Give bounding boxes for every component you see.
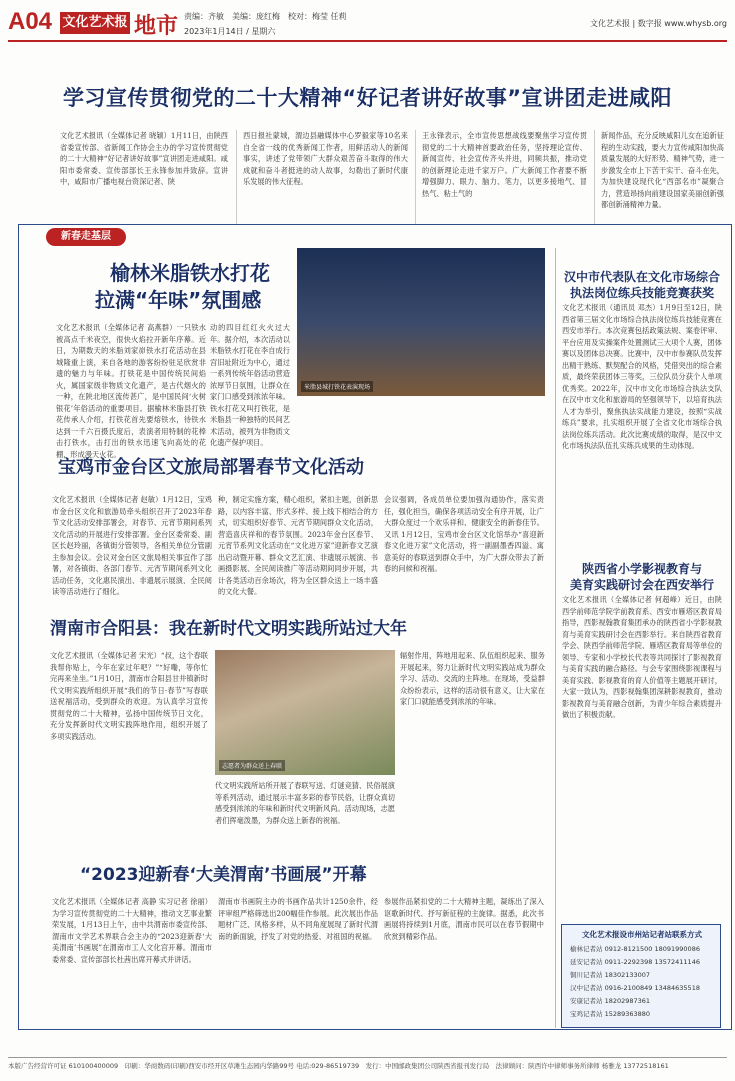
contact-row: 安康记者站 18202987361: [570, 997, 651, 1005]
art3-photo-caption: 志愿者为群众送上春联: [219, 760, 285, 771]
page-number: A04: [8, 8, 53, 35]
section-name: 地市: [134, 13, 179, 39]
art2-col-1: 文化艺术报讯（全媒体记者 赵敏）1月12日，宝鸡市金台区文化和旅游局牵头组织召开了2023年春节文化活动安排部署会，对春节、元宵节期间系列文化活动的开展进行安排部署。金台区委常委、副区长赵玲丽，各镇街分管领导，各相关单位分管副主参加会议。会议对金台区文旅局相关事宜作了部署，对各镇街、各部门春节、元宵节期间系列文化活动任务，文化惠民演出、非遗展示展演、全民阅读等活动进行了细化。: [52, 495, 212, 596]
contact-row: 宝鸡记者站 15289363880: [570, 1010, 651, 1018]
editor-credits: 责编：齐敏 美编：庞红梅 校对：梅莹 任莉: [184, 12, 347, 21]
art2-title: 宝鸡市金台区文旅局部署春节文化活动: [58, 457, 364, 478]
contact-row: 榆林记者站 0912-8121500 18091990086: [570, 945, 700, 953]
art4-col-1: 文化艺术报讯（全媒体记者 高静 实习记者 徐丽）为学习宣传贯彻党的二十大精神，推动文艺事业繁荣发展，1月13日上午，由中共渭南市委宣传部、渭南市文学艺术界联合会主办的“2023迎新春‘大美渭南’书画展”在渭南市工人文化宫开幕。渭南市委常委、宣传部部长杜茜出席开幕式并讲话。: [52, 897, 212, 964]
lead-col-3: 王永锋表示，全市宣传思想战线要聚焦学习宣传贯彻党的二十大精神首要政治任务，坚持理论宣传、新闻宣传、社会宣传齐头并进，同频共振，推动党的创新理论走进千家万户。广大新闻工作者要不断增强脚力、眼力、脑力、笔力，以更多接地气、冒热气、粘土气的: [415, 130, 587, 225]
r1-title-line2: 执法岗位练兵技能竞赛获奖: [569, 286, 714, 300]
r1-body: 文化艺术报讯（通讯员 邓杰）1月9日至12日，陕西省第三届文化市场综合执法岗位练兵技能竞赛在西安市举行。本次竞赛包括政策法规、案卷评审、平台应用及实操案件处置测试三大项个人赛，团体赛以及团体总决赛。比赛中，汉中市参赛队员发挥出精干熟练、默契配合的风格，凭借突出的综合素质，最终荣获团体三等奖，三位队员分获个人单项优秀奖。2022年，汉中市文化市场综合执法支队在汉中市文化和旅游局的坚强领导下，以培育执法人才为举引，聚焦执法实战能力建设，按照“实战练兵”要求，扎实组织开展了全省文化市场综合执法岗位练兵活动。此次比赛成绩的取得，是汉中文化市场执法队伍扎实练兵成果的生动体现。: [562, 303, 722, 450]
right-column-rule: [555, 248, 556, 1028]
art1-photo-caption: 米脂县城打铁花表演现场: [301, 381, 373, 392]
main-headline: 学习宣传贯彻党的二十大精神“好记者讲好故事”宣讲团走进咸阳: [62, 86, 673, 110]
section-tag: 新春走基层: [46, 228, 126, 246]
header-brand-right: 文化艺术报 | 数字报 www.whysb.org: [589, 19, 727, 28]
art1-title-line2: 拉满“年味”氛围感: [95, 288, 262, 312]
art3-photo: [215, 650, 395, 775]
page-footer: 本版广告经营许可证 610100400009 印刷：华商数码(印刷)西安市经开区草滩生态园内华路99号 电话:029-86519739 发行：中国邮政集团公司陕西省报刊发行局 法律顾问：陕西许中律师事务所律师 杨雅龙 13772518161: [8, 1057, 727, 1070]
art3-col-2: 代文明实践所站所开展了春联写送、灯谜竞猜、民俗展演等系列活动，通过展示丰富多彩的春节民俗，让群众真切感受到浓浓的年味和新时代文明新风尚。活动现场，志愿者们挥毫泼墨，为群众送上新春的祝福。: [215, 781, 395, 825]
page-header: [8, 6, 727, 42]
contact-row: 汉中记者站 0916-2100849 13484635518: [570, 984, 700, 992]
contacts-title: 文化艺术报设市州站记者站联系方式: [582, 930, 702, 939]
art3-col-3: 辐射作用，阵地用起来、队伍组织起来、服务开展起来，努力让新时代文明实践站成为群众学习、活动、交流的主阵地。在现场，受益群众纷纷表示，这样的活动很有意义，让大家在家门口就能感受到浓浓的年味。: [400, 651, 545, 706]
r2-title-line1: 陕西省小学影视教育与: [581, 562, 702, 576]
contact-row: 铜川记者站 18302133007: [570, 971, 651, 979]
contact-row: 延安记者站 0911-2292398 13572411146: [570, 958, 700, 966]
newspaper-logo: 文化艺术报: [60, 12, 130, 34]
art3-title: 渭南市合阳县：我在新时代文明实践所站过大年: [50, 619, 407, 639]
lead-col-1: 文化艺术报讯（全媒体记者 晓颖）1月11日，由陕西省委宣传部、省新闻工作协会主办的学习宣传贯彻党的二十大精神“好记者讲好故事”宣讲团走进咸阳。咸阳市委常委、宣传部部长王永锋参加并致辞。宣讲中，咸阳市广播电视台资深记者、陕: [60, 131, 228, 186]
r1-title-line1: 汉中市代表队在文化市场综合: [563, 270, 720, 284]
art1-col-1: 文化艺术报讯（全媒体记者 高燕群）一只铁水被高点千米夜空，很快火焰拉开新年序幕。近日，为期数天的米脂刘家峁铁水打花活动在县城隆重上演，来自各地的游客纷纷驻足欣赏非遗的魅力与年味。打铁花是中国传统民间焰火，属国家级非物质文化遗产，是古代烟火的一种，在陕北地区流传甚广，是中国民间‘火树银花’年俗活动的重要项目。据榆林米脂县打铁花传承人介绍，打铁花首先要熔铁水，待铁水达到一千六百摄氏度后，表演者用特制的花棒击打铁水，击打出的铁水迅速飞向高处的花棚，形成漫天火花。: [56, 323, 206, 459]
lead-col-2: 西日报社蒙城，渭边县融媒体中心罗毅家等10名来自全省一线的优秀新闻工作者，用鲜活动人的新闻事实，讲述了党带领广大群众艰苦奋斗取得的伟大成就和奋斗者挺进的动人故事，勾勒出了新时代康乐发展的伟大征程。: [236, 130, 408, 225]
issue-date: 2023年1月14日 / 星期六: [184, 27, 276, 36]
art1-col-2: 动的四目红红火火过大年。据介绍，本次活动以米脂铁水打花在李自成行宫旧址附近为中心，通过一系列传统年俗活动营造浓厚节日氛围，让群众在家门口感受到浓浓年味。铁水打花又叫打铁花，是米脂县一种独特的民间艺术活动，被列为非物质文化遗产保护项目。: [210, 323, 290, 447]
lead-col-4: 新闻作品，充分反映咸阳儿女在追新征程的生动实践，要大力宣传咸阳加快高质量发展的大好形势、精神气势，进一步激发全市上下苦干实干、奋斗在先，为加快建设现代化“西部名市”凝聚合力，营造昂扬向前建设国家美丽创新强都创新涌精神力量。: [594, 130, 724, 225]
art3-col-1: 文化艺术报讯（全媒体记者 宋光）“叔，这个春联我帮你贴上，今年在家过年吧？”“好嘞，等你忙完再来坐坐。”1月10日，渭南市合阳县甘井镇新时代文明实践所组织开展“我们的节日·春节”写春联送祝福活动，受到群众的欢迎。为认真学习宣传贯彻党的二十大精神，弘扬中国传统节日文化，充分发挥新时代文明实践阵地作用，组织开展了多项实践活动。: [50, 651, 208, 741]
art4-title: “2023迎新春‘大美渭南’书画展”开幕: [80, 865, 367, 885]
r2-body: 文化艺术报讯（全媒体记者 何超峰）近日，由陕西学前师范学院学前教育系、西安市雁塔区教育局指导，西影视翰教育集团承办的陕西省小学影视教育与美育实践研讨会在西影举行。来自陕西省教育学会、陕西学前师范学院、雁塔区教育局等单位的领导、专家和小学校长代表等共同探讨了影视教育与美育实践的融合路径。与会专家围绕影视课程与美育实践、影视教育的育人价值等主题展开研讨，大家一致认为，西影视翰集团深耕影视教育，推动影视教育与美育融合创新，为青少年综合素质提升做出了积极贡献。: [562, 595, 722, 719]
art1-photo: [297, 248, 545, 396]
art4-col-2: 渭南市书画院主办的书画作品共计1250余件，经评审组严格筛选出200幅佳作参展。此次展出作品题材广泛、风格多样，从不同角度展现了新时代渭南的新面貌，抒发了对党的热爱、对祖国的祝福。: [218, 897, 378, 941]
art2-col-3: 会议强调，各成员单位要加强沟通协作，落实责任，强化担当，确保各项活动安全有序开展，让广大群众度过一个欢乐祥和、健康安全的新春佳节。又讯 1月12日，宝鸡市金台区文化馆举办“喜迎新春文化进万家”文化活动，将一副副墨香四溢、寓意美好的春联送到群众手中，为广大群众带去了新春的问候和祝福。: [384, 495, 544, 573]
contacts-box: [561, 924, 721, 1028]
r2-title-line2: 美育实践研讨会在西安举行: [569, 578, 714, 592]
art2-col-2: 种，制定实施方案，精心组织，紧扣主题，创新思路，以内容丰富、形式多样、接上线下相结合的方式，切实组织好春节、元宵节期间群众文化活动，营造喜庆祥和的春节氛围。2023年金台区春节、元宵节系列文化活动在“文化进万家”迎新春文艺演出启动暨开幕、群众文艺汇演、非遗展示展演、书画摄影展、全民阅读推广等活动期间同步开展，共计各类活动百余场次，将为全区群众送上一场丰盛的文化大餐。: [218, 495, 378, 596]
art1-title-line1: 榆林米脂铁水打花: [110, 261, 270, 285]
art4-col-3: 参展作品紧扣党的二十大精神主题，凝练出了深入讴歌新时代、抒写新征程的主旋律。据悉，此次书画展将持续到1月底，渭南市民可以在春节假期中欣赏到精彩作品。: [384, 897, 544, 941]
